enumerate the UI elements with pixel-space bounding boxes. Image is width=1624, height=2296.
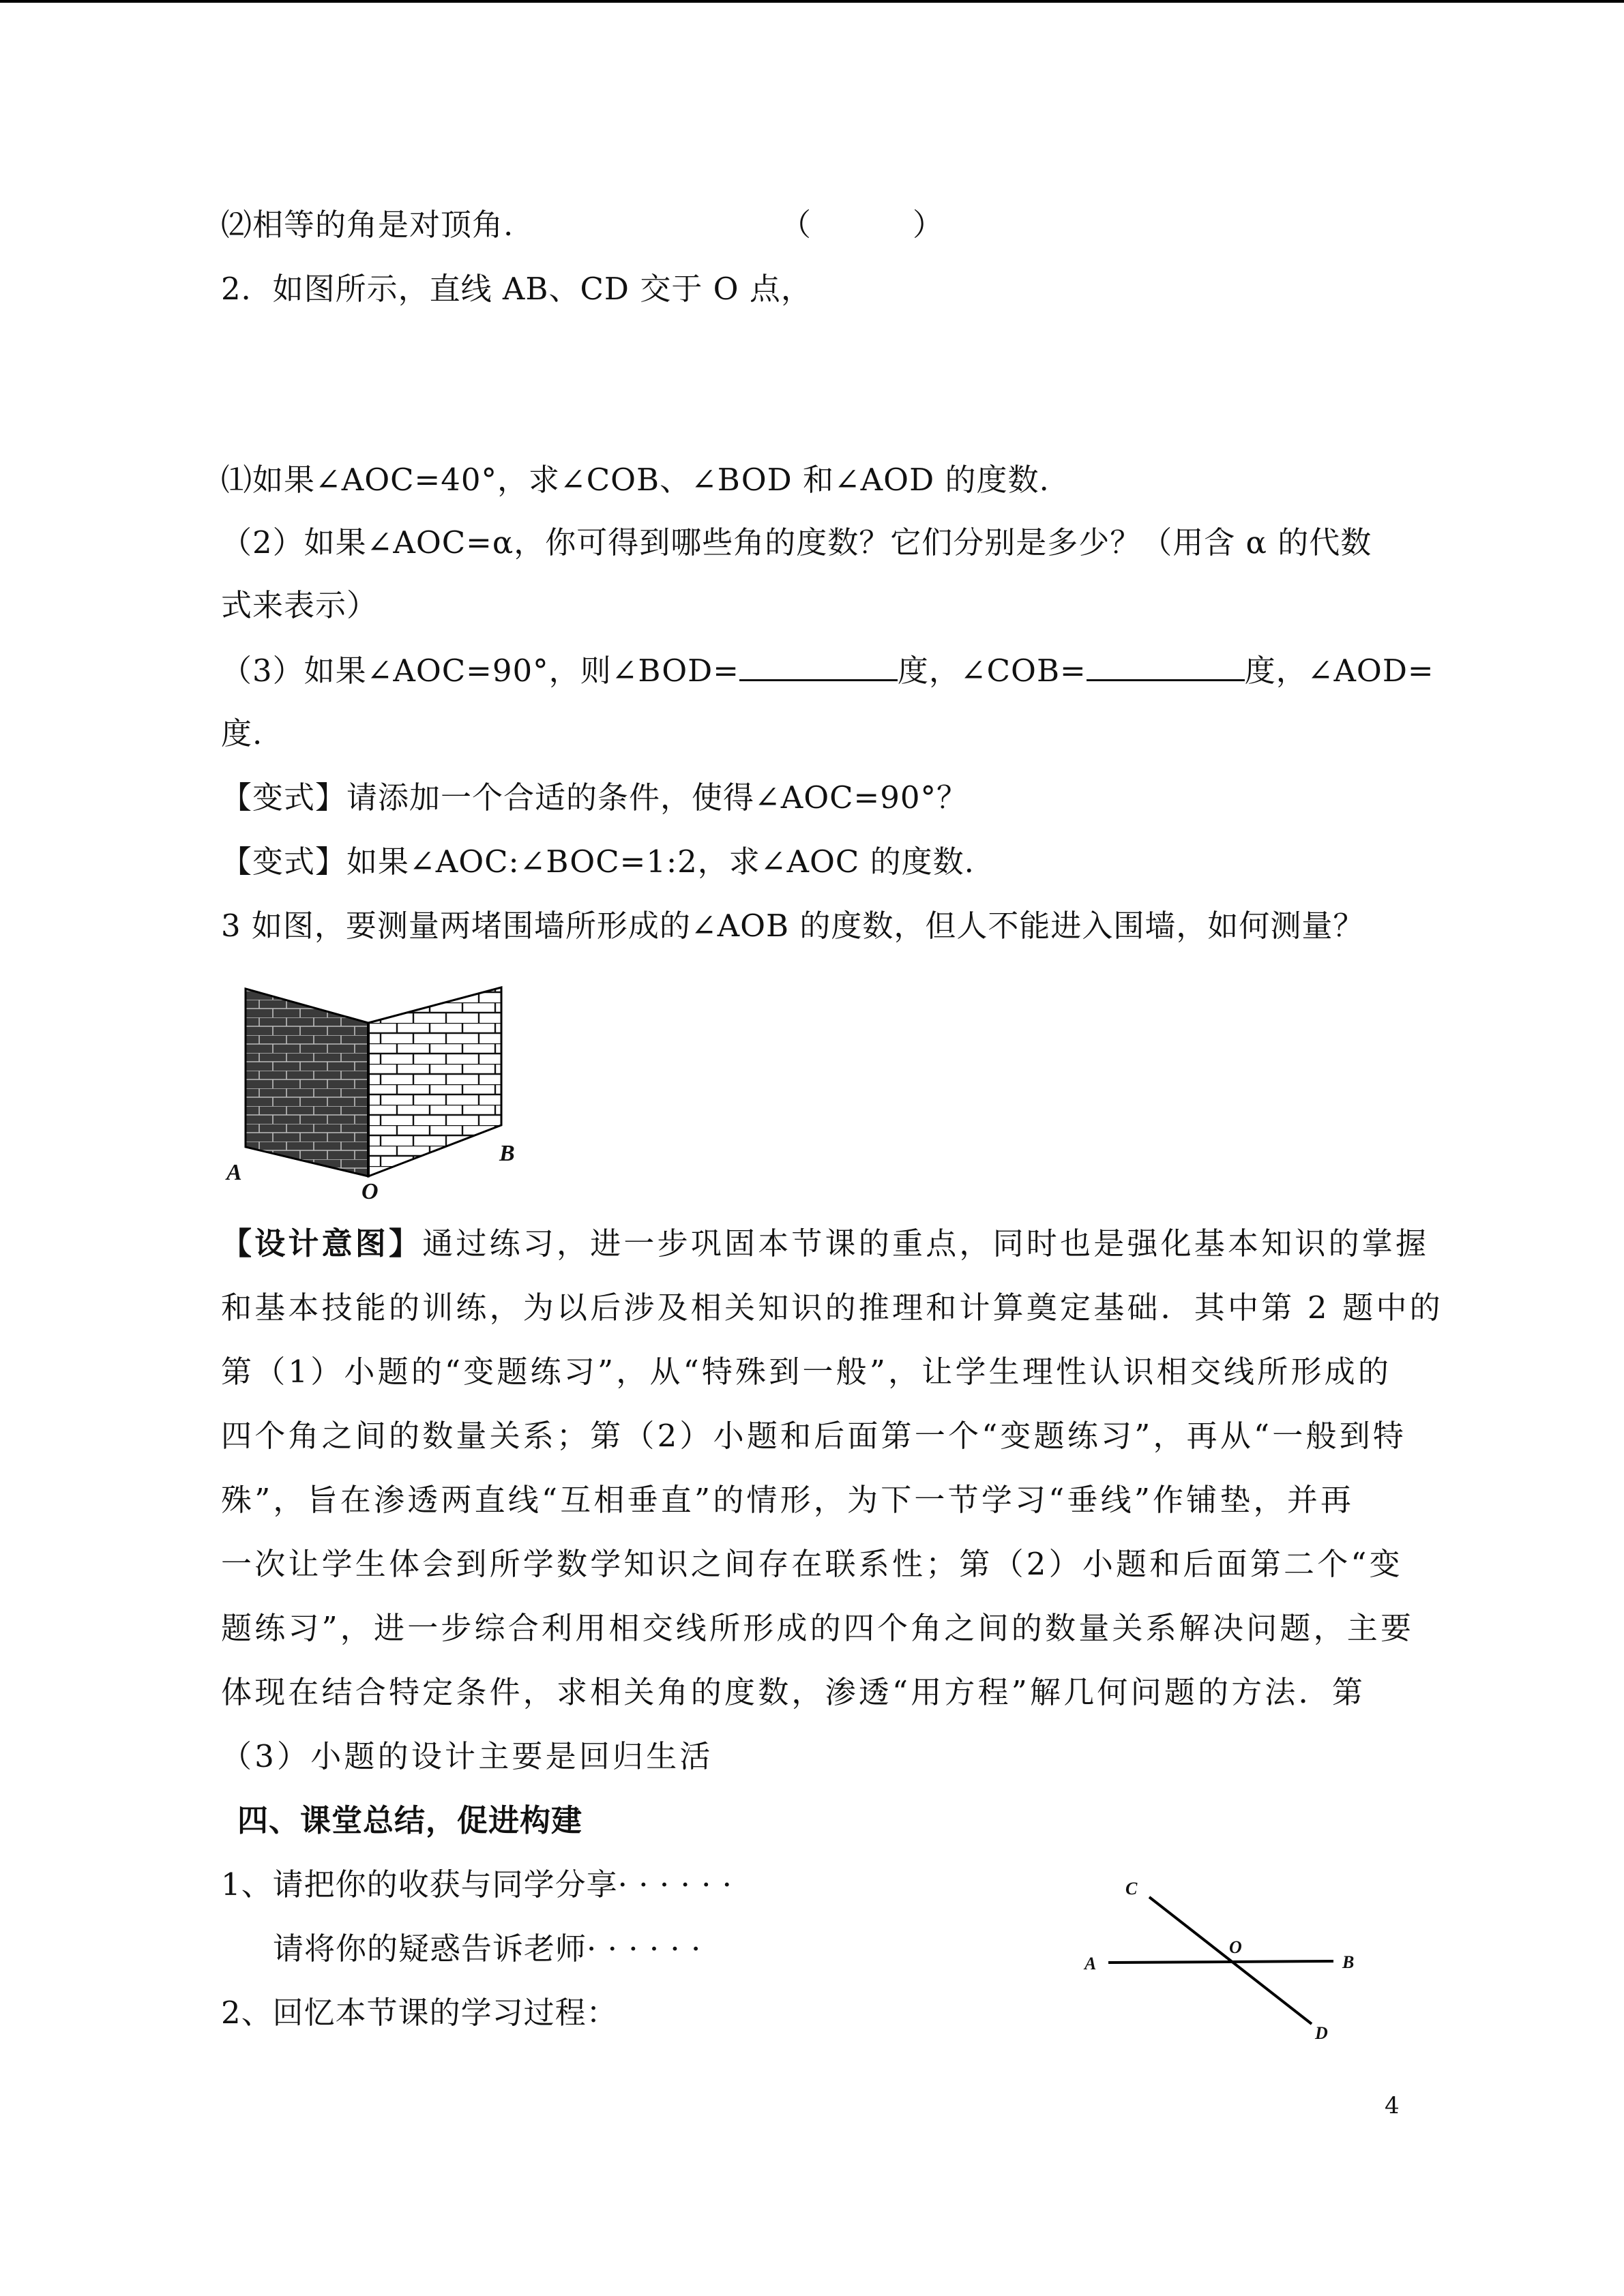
q1-part2-text: ⑵相等的角是对顶角.: [221, 207, 514, 243]
variant2-text: 如果∠AOC:∠BOC=1:2，求∠AOC 的度数.: [346, 844, 975, 880]
lines-label-a: A: [1084, 1954, 1097, 1973]
summary-item-1: 1、请把你的收获与同学分享· · · · · ·: [221, 1866, 733, 1903]
wall-label-o: O: [361, 1179, 379, 1200]
q1-part2: [221, 205, 944, 245]
design-intent-line-4: 四个角之间的数量关系；第（2）小题和后面第一个“变题练习”，再从“一般到特: [221, 1418, 1407, 1454]
bod-answer-blank[interactable]: [739, 649, 898, 681]
wall-figure: [225, 982, 539, 1200]
wall-label-a: A: [226, 1160, 242, 1185]
design-intent-line-1: [221, 1223, 1429, 1264]
variant1-tag: 【变式】: [221, 779, 347, 816]
design-intent-line-3: 第（1）小题的“变题练习”，从“特殊到一般”，让学生理性认识相交线所形成的: [221, 1354, 1392, 1390]
design-intent-tag: 【设计意图】: [221, 1225, 423, 1262]
lines-label-d: D: [1315, 2023, 1328, 2043]
wall-label-b: B: [499, 1141, 515, 1166]
q2-part3: [221, 649, 1434, 691]
design-intent-line-2: 和基本技能的训练，为以后涉及相关知识的推理和计算奠定基础．其中第 2 题中的: [221, 1289, 1443, 1326]
top-border: [0, 0, 1624, 3]
q3-text: 3 如图，要测量两堵围墙所形成的∠AOB 的度数，但人不能进入围墙，如何测量？: [221, 908, 1365, 944]
q2-part1: ⑴如果∠AOC=40°，求∠COB、∠BOD 和∠AOD 的度数.: [221, 462, 1050, 498]
design-intent-text-1: 通过练习，进一步巩固本节课的重点，同时也是强化基本知识的掌握: [422, 1225, 1430, 1262]
design-intent-line-5: 殊”，旨在渗透两直线“互相垂直”的情形，为下一节学习“垂线”作铺垫，并再: [221, 1482, 1355, 1518]
design-intent-line-8: 体现在结合特定条件，求相关角的度数，渗透“用方程”解几何问题的方法．第: [221, 1674, 1366, 1710]
lines-label-c: C: [1125, 1879, 1138, 1898]
design-intent-line-7: 题练习”，进一步综合利用相交线所形成的四个角之间的数量关系解决问题，主要: [221, 1610, 1415, 1646]
q2-part2-line1: （2）如果∠AOC=α，你可得到哪些角的度数？它们分别是多少？（用含 α 的代数: [221, 524, 1372, 561]
q2-stem: 2．如图所示，直线 AB、CD 交于 O 点，: [221, 271, 812, 307]
q2-variant1: [221, 777, 968, 818]
right-wall: [368, 987, 501, 1176]
summary-item-2: 2、回忆本节课的学习过程：: [221, 1995, 618, 2031]
q2-part3-c: 度，∠AOD=: [1244, 653, 1434, 689]
left-wall: [246, 989, 368, 1176]
design-intent-line-9: （3）小题的设计主要是回归生活: [221, 1738, 713, 1774]
q2-part2-line2: 式来表示）: [221, 587, 379, 623]
summary-item-1b: 请将你的疑惑告诉老师· · · · · ·: [273, 1930, 702, 1967]
answer-paren-open: （: [780, 207, 812, 243]
answer-paren-close: ）: [912, 207, 944, 243]
lines-label-o: O: [1229, 1937, 1242, 1957]
page-number: 4: [1385, 2092, 1400, 2119]
design-intent-line-6: 一次让学生体会到所学数学知识之间存在联系性；第（2）小题和后面第二个“变: [221, 1546, 1403, 1582]
intersecting-lines-figure: [1078, 1868, 1378, 2046]
cob-answer-blank[interactable]: [1087, 649, 1245, 681]
summary-heading: 四、课堂总结，促进构建: [237, 1802, 583, 1838]
line-ab: [1108, 1961, 1333, 1963]
variant1-text: 请添加一个合适的条件，使得∠AOC=90°？: [346, 779, 969, 816]
q2-part3-b: 度，∠COB=: [897, 653, 1087, 689]
q2-variant2: [221, 841, 975, 882]
lines-label-b: B: [1342, 1952, 1355, 1972]
q2-part3-a: （3）如果∠AOC=90°，则∠BOD=: [221, 653, 739, 689]
variant2-tag: 【变式】: [221, 844, 347, 880]
q2-part3-line2: 度.: [221, 715, 263, 751]
